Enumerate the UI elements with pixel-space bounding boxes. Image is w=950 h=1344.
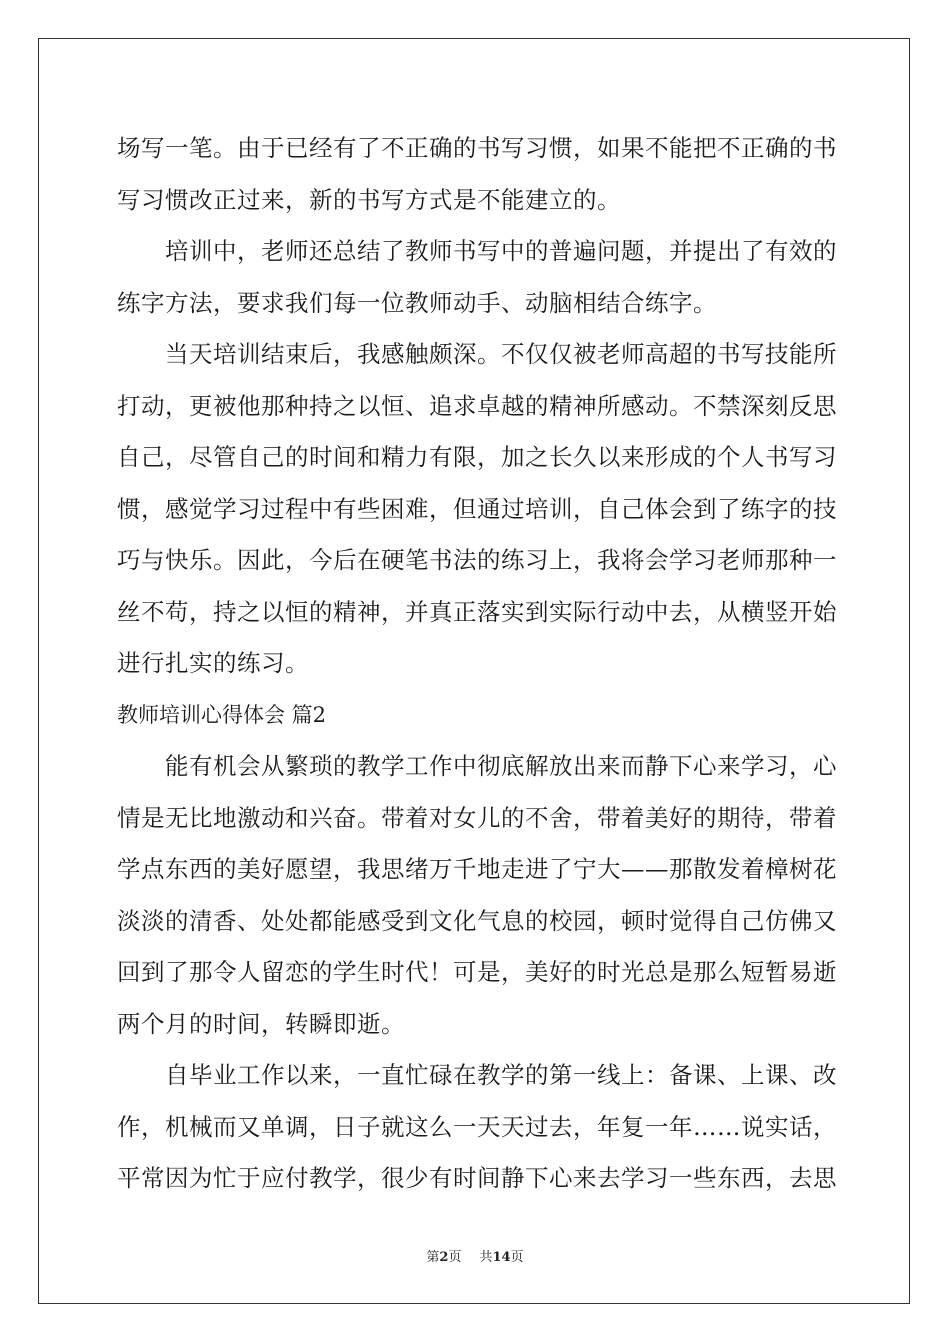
paragraph-line: 学点东西的美好愿望，我思绪万千地走进了宁大——那散发着樟树花 [117,855,837,883]
paragraph-line: 场写一笔。由于已经有了不正确的书写习惯，如果不能把不正确的书 [117,134,837,162]
paragraph-line: 自己，尽管自己的时间和精力有限，加之长久以来形成的个人书写习 [117,443,837,471]
paragraph-line: 能有机会从繁琐的教学工作中彻底解放出来而静下心来学习，心 [165,752,837,780]
total-suffix: 页 [510,1250,524,1265]
paragraph-line: 进行扎实的练习。 [117,649,309,677]
page-prefix: 第 [426,1250,440,1265]
current-page-number: 2 [439,1250,449,1265]
paragraph-line: 巧与快乐。因此，今后在硬笔书法的练习上，我将会学习老师那种一 [117,546,837,574]
paragraph-line: 培训中，老师还总结了教师书写中的普遍问题，并提出了有效的 [165,237,837,265]
section-heading: 教师培训心得体会 篇2 [117,702,327,727]
paragraph-line: 自毕业工作以来，一直忙碌在教学的第一线上：备课、上课、改 [165,1061,837,1089]
paragraph-line: 练字方法，要求我们每一位教师动手、动脑相结合练字。 [117,288,717,317]
paragraph-line: 作，机械而又单调，日子就这么一天天过去，年复一年……说实话， [117,1112,837,1141]
paragraph-line: 淡淡的清香、处处都能感受到文化气息的校园，顿时觉得自己仿佛又 [117,906,837,935]
paragraph-line: 平常因为忙于应付教学，很少有时间静下心来去学习一些东西，去思 [117,1164,837,1192]
paragraph-line: 丝不苟，持之以恒的精神，并真正落实到实际行动中去，从横竖开始 [117,597,837,626]
paragraph-line: 回到了那令人留恋的学生时代！可是，美好的时光总是那么短暂易逝 [117,958,837,986]
paragraph-line: 打动，更被他那种持之以恒、追求卓越的精神所感动。不禁深刻反思 [117,391,837,420]
document-body [117,127,837,1209]
total-prefix: 共 [479,1250,493,1265]
page-suffix: 页 [448,1250,462,1265]
paragraph-line: 当天培训结束后，我感触颇深。不仅仅被老师高超的书写技能所 [165,340,837,368]
paragraph-line: 两个月的时间，转瞬即逝。 [117,1009,405,1038]
paragraph-line: 写习惯改正过来，新的书写方式是不能建立的。 [117,185,621,214]
page-footer [0,1246,950,1265]
total-page-count: 14 [492,1250,511,1265]
paragraph-line: 惯，感觉学习过程中有些困难，但通过培训，自己体会到了练字的技 [117,494,837,523]
paragraph-line: 情是无比地激动和兴奋。带着对女儿的不舍，带着美好的期待，带着 [117,803,837,832]
